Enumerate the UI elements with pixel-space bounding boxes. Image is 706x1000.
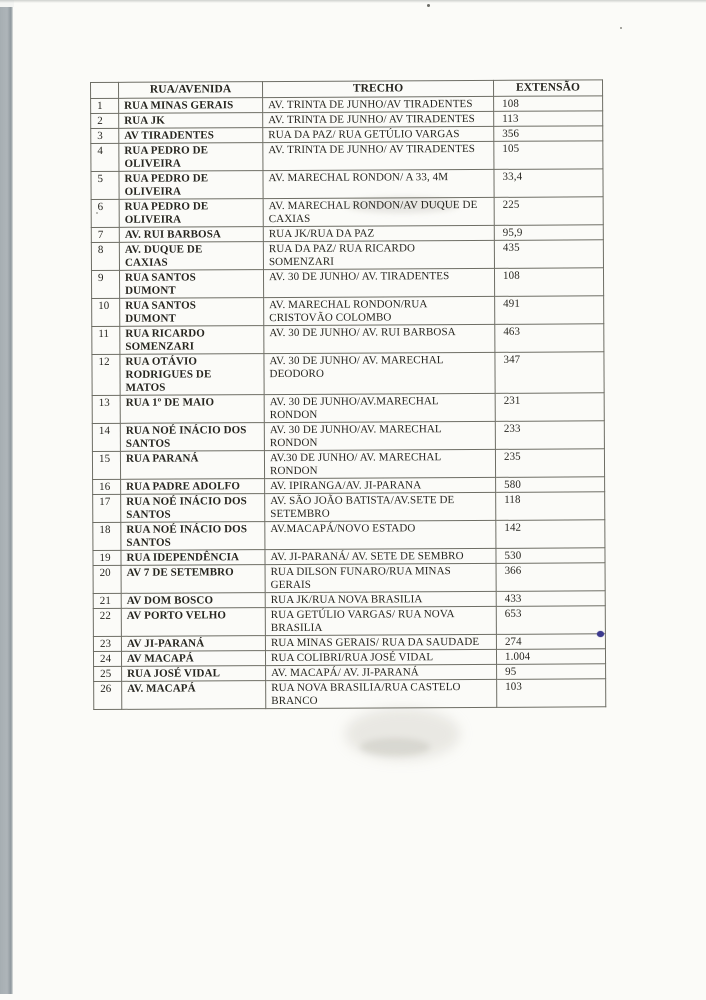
scanner-edge-top (0, 0, 706, 3)
col-header-empty (91, 82, 119, 98)
stretch-cell: RUA DILSON FUNARO/RUA MINAS GERAIS (265, 563, 496, 592)
stretch-cell: AV. MARECHAL RONDON/AV DUQUE DE CAXIAS (263, 197, 494, 226)
street-name-cell: AV 7 DE SETEMBRO (121, 565, 265, 594)
extension-cell: 366 (496, 563, 605, 592)
ink-dot (597, 631, 604, 637)
table-row (93, 492, 605, 523)
street-name-cell: AV MACAPÁ (121, 651, 265, 667)
row-number-cell: 21 (93, 593, 121, 608)
row-number-cell: 2 (91, 113, 119, 128)
row-number-cell: 5 (91, 171, 119, 199)
street-name-cell: AV. MACAPÁ (122, 681, 266, 710)
stretch-cell: RUA MINAS GERAIS/ RUA DA SAUDADE (265, 634, 496, 650)
row-number-cell: 11 (92, 326, 120, 354)
row-number-cell: 23 (93, 636, 121, 651)
stretch-cell: RUA DA PAZ/ RUA GETÚLIO VARGAS (263, 126, 494, 142)
stretch-cell: AV.30 DE JUNHO/ AV. MARECHAL RONDON (264, 449, 495, 478)
stretch-cell: RUA COLIBRI/RUA JOSÉ VIDAL (265, 649, 496, 665)
extension-cell: 653 (496, 606, 605, 635)
table-row (91, 141, 603, 172)
stretch-cell: AV. TRINTA DE JUNHO/ AV TIRADENTES (263, 111, 494, 127)
extension-cell: 108 (494, 96, 603, 112)
street-name-cell: RUA JOSÉ VIDAL (122, 666, 266, 682)
stretch-cell: AV. 30 DE JUNHO/ AV. RUI BARBOSA (264, 324, 495, 353)
street-name-cell: RUA 1º DE MAIO (120, 395, 264, 424)
stretch-cell: AV. SÃO JOÃO BATISTA/AV.SETE DE SETEMBRO (265, 492, 496, 521)
row-number-cell: 14 (92, 423, 120, 451)
row-number-cell: 16 (93, 479, 121, 494)
stretch-cell: AV. TRINTA DE JUNHO/ AV TIRADENTES (263, 141, 494, 170)
row-number-cell: 22 (93, 608, 121, 636)
row-number-cell: 4 (91, 143, 119, 171)
extension-cell: 95,9 (494, 225, 603, 241)
row-number-cell: 10 (92, 298, 120, 326)
extension-cell: 118 (496, 492, 605, 521)
street-name-cell: AV TIRADENTES (119, 128, 263, 144)
extension-cell: 580 (496, 477, 605, 493)
table-row (91, 197, 603, 228)
street-name-cell: RUA NOÉ INÁCIO DOS SANTOS (121, 522, 265, 551)
stretch-cell: AV. TRINTA DE JUNHO/AV TIRADENTES (263, 96, 494, 112)
table-wrapper (90, 79, 605, 710)
stretch-cell: RUA DA PAZ/ RUA RICARDO SOMENZARI (263, 240, 494, 269)
extension-cell: 274 (496, 634, 605, 650)
street-name-cell: AV PORTO VELHO (121, 608, 265, 637)
stretch-cell: AV.MACAPÁ/NOVO ESTADO (265, 520, 496, 549)
street-name-cell: RUA RICARDO SOMENZARI (120, 326, 264, 355)
table-row (92, 352, 604, 396)
table-row (91, 240, 603, 271)
stretch-cell: AV. IPIRANGA/AV. JI-PARANA (265, 477, 496, 493)
stretch-cell: RUA NOVA BRASILIA/RUA CASTELO BRANCO (266, 679, 497, 708)
street-name-cell: RUA PEDRO DE OLIVEIRA (119, 143, 263, 172)
row-number-cell: 6 (91, 199, 119, 227)
extension-cell: 95 (497, 664, 606, 680)
row-number-cell: 24 (93, 651, 121, 666)
table-row (93, 606, 605, 637)
extension-cell: 113 (494, 111, 603, 127)
extension-cell: 435 (494, 240, 603, 269)
stretch-cell: AV. MARECHAL RONDON/ A 33, 4M (263, 169, 494, 198)
table-row (91, 268, 603, 299)
stretch-cell: RUA GETÚLIO VARGAS/ RUA NOVA BRASILIA (265, 606, 496, 635)
stretch-cell: AV. MARECHAL RONDON/RUA CRISTOVÃO COLOMBO (264, 296, 495, 325)
row-number-cell: 7 (91, 227, 119, 242)
stretch-cell: AV. 30 DE JUNHO/AV. MARECHAL RONDON (264, 421, 495, 450)
row-number-cell: 8 (91, 242, 119, 270)
street-name-cell: RUA MINAS GERAIS (119, 98, 263, 114)
row-number-cell: 12 (92, 354, 120, 395)
scan-speck (427, 4, 430, 7)
street-name-cell: RUA PEDRO DE OLIVEIRA (119, 171, 263, 200)
street-extension-table (90, 79, 606, 710)
row-number-cell: 1 (91, 98, 119, 113)
table-row (92, 421, 604, 452)
table-row (93, 563, 605, 594)
stretch-cell: AV. JI-PARANÁ/ AV. SETE DE SEMBRO (265, 548, 496, 564)
extension-cell: 235 (495, 449, 604, 478)
extension-cell: 108 (494, 268, 603, 297)
street-name-cell: RUA PADRE ADOLFO (121, 479, 265, 495)
street-name-cell: RUA SANTOS DUMONT (119, 270, 263, 299)
street-name-cell: RUA OTÁVIO RODRIGUES DE MATOS (120, 354, 264, 396)
table-body (91, 96, 606, 710)
scan-speck (620, 27, 622, 29)
row-number-cell: 3 (91, 128, 119, 143)
street-name-cell: AV DOM BOSCO (121, 593, 265, 609)
extension-cell: 142 (496, 520, 605, 549)
stretch-cell: RUA JK/RUA NOVA BRASILIA (265, 591, 496, 607)
col-header-extension: EXTENSÃO (493, 80, 602, 97)
street-name-cell: RUA NOÉ INÁCIO DOS SANTOS (120, 423, 264, 452)
street-name-cell: AV JI-PARANÁ (121, 636, 265, 652)
table-row (94, 679, 606, 710)
street-name-cell: RUA NOÉ INÁCIO DOS SANTOS (121, 494, 265, 523)
extension-cell: 225 (494, 197, 603, 226)
extension-cell: 356 (494, 126, 603, 142)
extension-cell: 491 (495, 296, 604, 325)
street-name-cell: AV. DUQUE DE CAXIAS (119, 242, 263, 271)
street-name-cell: RUA IDEPENDÊNCIA (121, 550, 265, 566)
row-number-cell: 9 (91, 270, 119, 298)
extension-cell: 103 (497, 679, 606, 708)
extension-cell: 463 (495, 324, 604, 353)
street-name-cell: RUA PARANÁ (120, 451, 264, 480)
stretch-cell: AV. 30 DE JUNHO/AV.MARECHAL RONDON (264, 393, 495, 422)
row-number-cell: 19 (93, 550, 121, 565)
col-header-stretch: TRECHO (263, 80, 494, 97)
stretch-cell: RUA JK/RUA DA PAZ (263, 225, 494, 241)
scan-smudge (360, 738, 430, 756)
extension-cell: 1.004 (496, 649, 605, 665)
street-name-cell: RUA PEDRO DE OLIVEIRA (119, 199, 263, 228)
table-row (92, 393, 604, 424)
row-number-cell: 17 (93, 494, 121, 522)
extension-cell: 33,4 (494, 169, 603, 198)
street-name-cell: RUA JK (119, 113, 263, 129)
table-row (93, 520, 605, 551)
extension-cell: 233 (495, 421, 604, 450)
table-row (92, 324, 604, 355)
table-row (92, 296, 604, 327)
extension-cell: 347 (495, 352, 604, 394)
street-name-cell: AV. RUI BARBOSA (119, 227, 263, 243)
scanner-edge-left (0, 0, 13, 994)
row-number-cell: 15 (92, 451, 120, 479)
table-row (91, 169, 603, 200)
row-number-cell: 13 (92, 395, 120, 423)
row-number-cell: 20 (93, 565, 121, 593)
row-number-cell: 25 (94, 666, 122, 681)
extension-cell: 530 (496, 548, 605, 564)
row-number-cell: 18 (93, 522, 121, 550)
extension-cell: 105 (494, 141, 603, 170)
col-header-street: RUA/AVENIDA (119, 82, 263, 99)
extension-cell: 433 (496, 591, 605, 607)
table-row (92, 449, 604, 480)
stretch-cell: AV. MACAPÁ/ AV. JI-PARANÁ (266, 664, 497, 680)
stretch-cell: AV. 30 DE JUNHO/ AV. TIRADENTES (263, 268, 494, 297)
stretch-cell: AV. 30 DE JUNHO/ AV. MARECHAL DEODORO (264, 352, 495, 394)
extension-cell: 231 (495, 393, 604, 422)
row-number-cell: 26 (94, 681, 122, 709)
street-name-cell: RUA SANTOS DUMONT (120, 298, 264, 327)
